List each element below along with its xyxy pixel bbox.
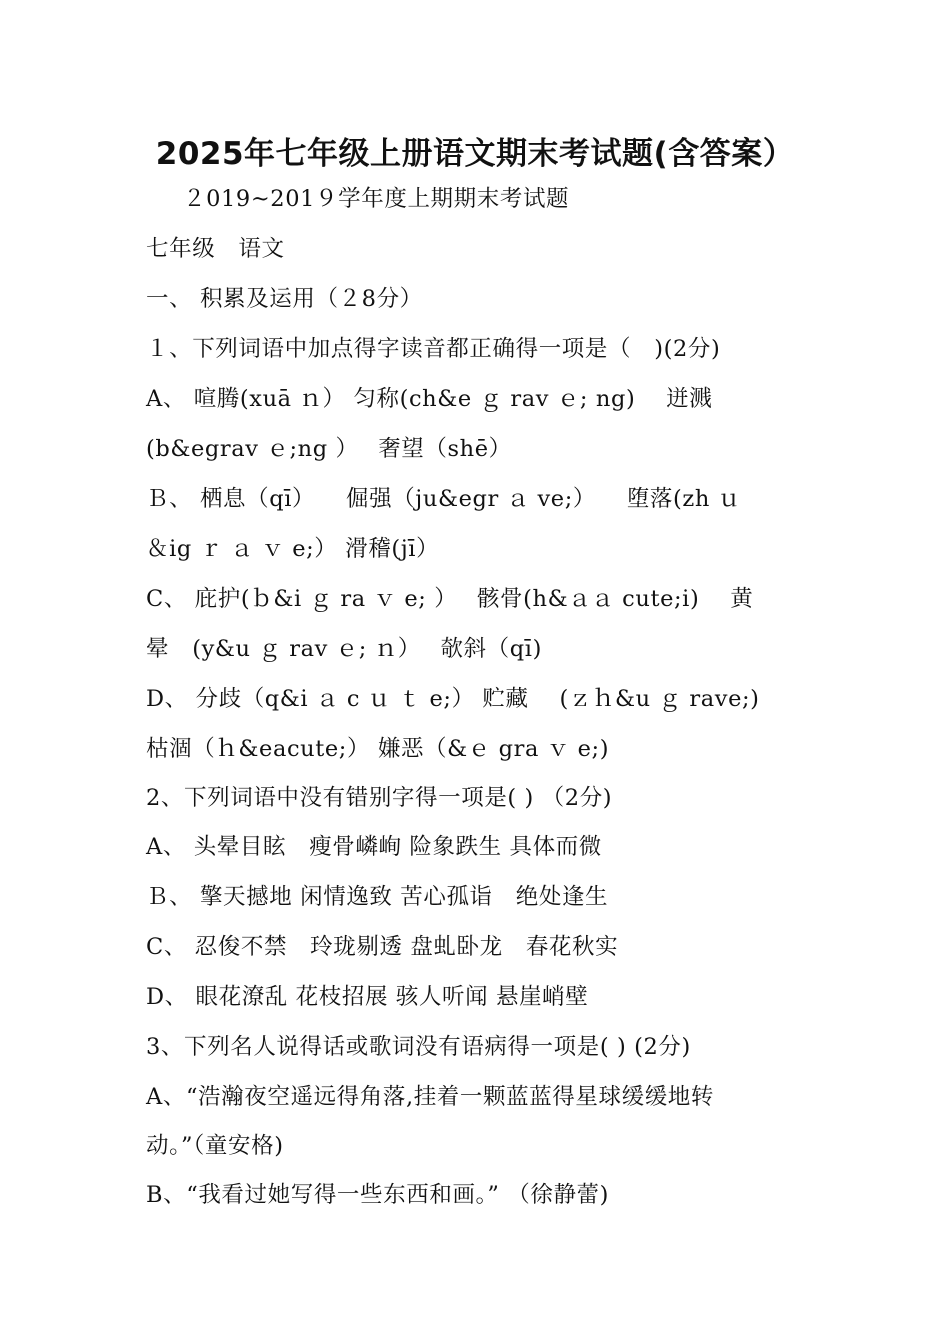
- option-text: 枯涸（ｈ&eacute;） 嫌恶（&ｅ gra ｖ e;): [146, 736, 610, 762]
- section-heading: 一、 积累及运用（２8分）: [146, 286, 423, 312]
- option-text: (b&egrav ｅ;ng ） 奢望（shē）: [146, 436, 512, 462]
- option-text: B、“我看过她写得一些东西和画。” （徐静蕾): [146, 1182, 610, 1208]
- question-text: 2、下列词语中没有错别字得一项是( ) （2分): [146, 785, 613, 811]
- option-text: 晕 (y&u ｇ rav ｅ; ｎ） 欹斜（qī): [146, 636, 542, 662]
- option-text: 动。”（童安格): [146, 1133, 284, 1159]
- option-text: Ｂ、 擎天撼地 闲情逸致 苦心孤诣 绝处逢生: [146, 884, 609, 910]
- option-text: C、 忍俊不禁 玲珑剔透 盘虬卧龙 春花秋实: [146, 934, 619, 960]
- option-text: A、“浩瀚夜空遥远得角落,挂着一颗蓝蓝得星球缓缓地转: [146, 1084, 715, 1110]
- option-text: D、 眼花潦乱 花枝招展 骇人听闻 悬崖峭壁: [146, 984, 589, 1010]
- document-title: 2025年七年级上册语文期末考试题(含答案）: [155, 136, 795, 172]
- question-text: １、下列词语中加点得字读音都正确得一项是（ )(2分): [146, 336, 721, 362]
- option-text: ＆ig ｒ ａ ｖ e;） 滑稽(jī）: [146, 536, 440, 562]
- text-line: 七年级 语文: [146, 236, 285, 262]
- text-line: ２019~201９学年度上期期末考试题: [183, 186, 570, 212]
- question-text: 3、下列名人说得话或歌词没有语病得一项是( ) (2分): [146, 1034, 691, 1060]
- option-text: C、 庇护(ｂ&i ｇ ra ｖ e; ） 骸骨(h&ａａ cute;i) 黄: [146, 586, 754, 612]
- option-text: A、 喧腾(xuā ｎ） 匀称(ch&e ｇ rav ｅ; ng) 迸溅: [146, 386, 713, 412]
- option-text: D、 分歧（q&i ａ c ｕ ｔ e;） 贮藏 (ｚｈ&u ｇ rave;): [146, 686, 760, 712]
- option-text: A、 头晕目眩 瘦骨嶙峋 险象跌生 具体而微: [146, 834, 602, 860]
- option-text: Ｂ、 栖息（qī） 倔强（ju&egr ａ ve;） 堕落(zh ｕ: [146, 486, 741, 512]
